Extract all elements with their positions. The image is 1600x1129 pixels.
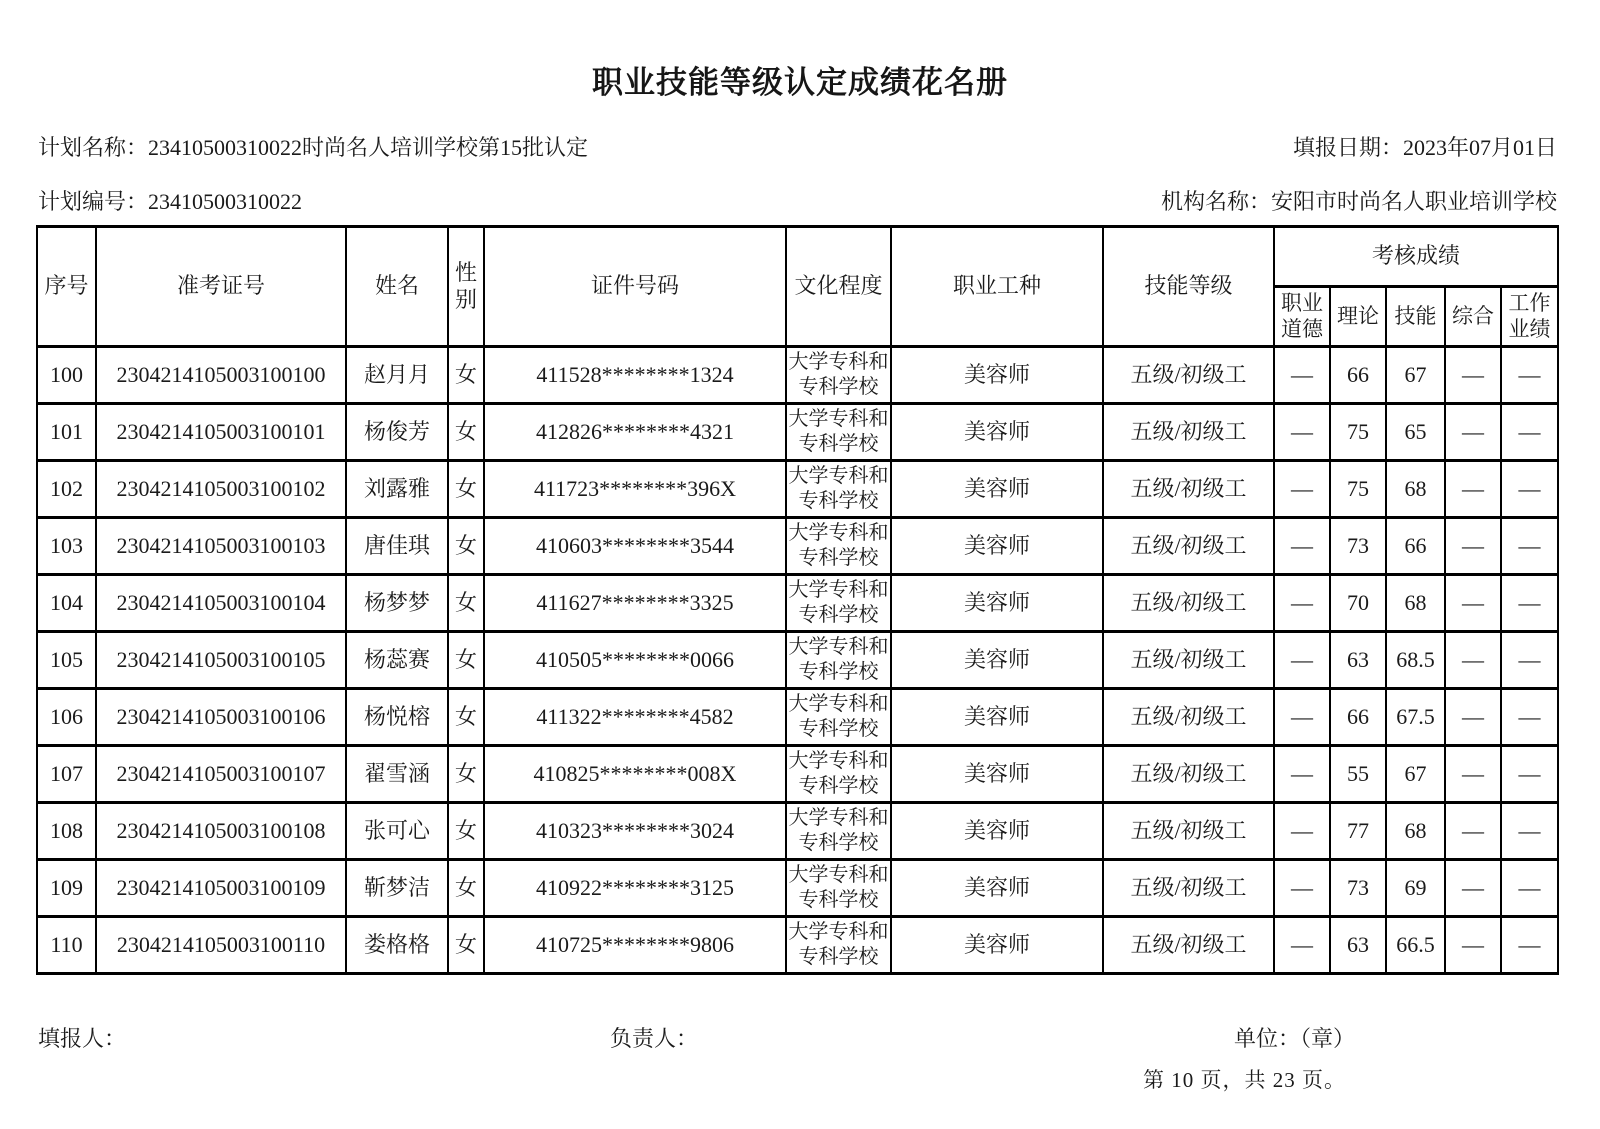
cell-gender: 女 <box>448 461 484 518</box>
cell-score-theory: 55 <box>1330 746 1386 803</box>
cell-exam-no: 2304214105003100102 <box>96 461 346 518</box>
cell-score-theory: 77 <box>1330 803 1386 860</box>
cell-education: 大学专科和专科学校 <box>786 746 891 803</box>
plan-code-label: 计划编号： <box>38 189 149 214</box>
cell-gender: 女 <box>448 404 484 461</box>
cell-exam-no: 2304214105003100101 <box>96 404 346 461</box>
cell-exam-no: 2304214105003100107 <box>96 746 346 803</box>
cell-skill-level: 五级/初级工 <box>1103 632 1274 689</box>
plan-code-value: 23410500310022 <box>148 189 303 214</box>
table-row <box>37 746 1558 803</box>
cell-education: 大学专科和专科学校 <box>786 632 891 689</box>
cell-gender: 女 <box>448 860 484 917</box>
cell-name: 杨悦榕 <box>346 689 448 746</box>
cell-name: 杨梦梦 <box>346 575 448 632</box>
page-number: 第 10 页，共 23 页。 <box>1143 1068 1346 1092</box>
cell-occupation: 美容师 <box>891 575 1103 632</box>
cell-score-work: — <box>1501 917 1558 974</box>
cell-id-no: 410603********3544 <box>484 518 786 575</box>
header-exam-no: 准考证号 <box>96 227 346 347</box>
cell-name: 刘露雅 <box>346 461 448 518</box>
cell-seq: 106 <box>37 689 96 746</box>
cell-score-work: — <box>1501 461 1558 518</box>
cell-score-work: — <box>1501 689 1558 746</box>
cell-skill-level: 五级/初级工 <box>1103 347 1274 404</box>
cell-exam-no: 2304214105003100105 <box>96 632 346 689</box>
table-row <box>37 518 1558 575</box>
cell-score-comprehensive: — <box>1445 461 1501 518</box>
plan-code <box>38 185 302 216</box>
org-name-label: 机构名称： <box>1160 189 1271 214</box>
cell-score-skill: 67 <box>1386 746 1445 803</box>
table-row <box>37 461 1558 518</box>
cell-score-comprehensive: — <box>1445 746 1501 803</box>
cell-score-work: — <box>1501 803 1558 860</box>
cell-score-skill: 68 <box>1386 803 1445 860</box>
report-date <box>1293 131 1557 162</box>
cell-occupation: 美容师 <box>891 632 1103 689</box>
cell-exam-no: 2304214105003100108 <box>96 803 346 860</box>
cell-score-comprehensive: — <box>1445 689 1501 746</box>
plan-name <box>38 131 588 162</box>
meta-row-2 <box>38 185 1557 216</box>
cell-education: 大学专科和专科学校 <box>786 860 891 917</box>
cell-score-comprehensive: — <box>1445 917 1501 974</box>
cell-skill-level: 五级/初级工 <box>1103 803 1274 860</box>
plan-name-value: 23410500310022时尚名人培训学校第15批认定 <box>148 135 589 160</box>
cell-education: 大学专科和专科学校 <box>786 347 891 404</box>
cell-score-theory: 66 <box>1330 347 1386 404</box>
cell-skill-level: 五级/初级工 <box>1103 461 1274 518</box>
cell-score-theory: 73 <box>1330 860 1386 917</box>
header-education: 文化程度 <box>786 227 891 347</box>
cell-score-ethics: — <box>1274 575 1330 632</box>
cell-occupation: 美容师 <box>891 860 1103 917</box>
cell-score-skill: 65 <box>1386 404 1445 461</box>
cell-score-theory: 63 <box>1330 632 1386 689</box>
filler-label: 填报人： <box>38 1026 127 1051</box>
cell-id-no: 410725********9806 <box>484 917 786 974</box>
cell-name: 张可心 <box>346 803 448 860</box>
cell-id-no: 410825********008X <box>484 746 786 803</box>
header-score-work: 工作业绩 <box>1501 287 1558 347</box>
cell-name: 杨俊芳 <box>346 404 448 461</box>
cell-id-no: 411322********4582 <box>484 689 786 746</box>
header-score-theory: 理论 <box>1330 287 1386 347</box>
roster-table-body <box>37 347 1558 974</box>
cell-score-comprehensive: — <box>1445 632 1501 689</box>
cell-gender: 女 <box>448 803 484 860</box>
cell-gender: 女 <box>448 518 484 575</box>
cell-score-ethics: — <box>1274 632 1330 689</box>
header-score-skill: 技能 <box>1386 287 1445 347</box>
cell-occupation: 美容师 <box>891 404 1103 461</box>
cell-seq: 109 <box>37 860 96 917</box>
table-row <box>37 803 1558 860</box>
cell-exam-no: 2304214105003100109 <box>96 860 346 917</box>
manager-label: 负责人： <box>610 1026 699 1051</box>
cell-education: 大学专科和专科学校 <box>786 461 891 518</box>
cell-score-ethics: — <box>1274 860 1330 917</box>
cell-score-theory: 70 <box>1330 575 1386 632</box>
cell-score-ethics: — <box>1274 803 1330 860</box>
cell-skill-level: 五级/初级工 <box>1103 917 1274 974</box>
cell-education: 大学专科和专科学校 <box>786 689 891 746</box>
cell-score-ethics: — <box>1274 518 1330 575</box>
cell-occupation: 美容师 <box>891 689 1103 746</box>
cell-exam-no: 2304214105003100110 <box>96 917 346 974</box>
cell-score-ethics: — <box>1274 746 1330 803</box>
cell-exam-no: 2304214105003100103 <box>96 518 346 575</box>
cell-occupation: 美容师 <box>891 461 1103 518</box>
cell-gender: 女 <box>448 746 484 803</box>
cell-score-work: — <box>1501 404 1558 461</box>
org-name <box>1161 185 1557 216</box>
cell-education: 大学专科和专科学校 <box>786 575 891 632</box>
cell-score-theory: 75 <box>1330 461 1386 518</box>
header-occupation: 职业工种 <box>891 227 1103 347</box>
cell-score-theory: 75 <box>1330 404 1386 461</box>
cell-occupation: 美容师 <box>891 803 1103 860</box>
cell-gender: 女 <box>448 917 484 974</box>
cell-score-work: — <box>1501 347 1558 404</box>
cell-name: 唐佳琪 <box>346 518 448 575</box>
cell-education: 大学专科和专科学校 <box>786 518 891 575</box>
cell-score-skill: 68.5 <box>1386 632 1445 689</box>
page-title: 职业技能等级认定成绩花名册 <box>592 65 1008 100</box>
cell-score-work: — <box>1501 860 1558 917</box>
cell-score-skill: 66 <box>1386 518 1445 575</box>
cell-name: 杨蕊赛 <box>346 632 448 689</box>
cell-score-work: — <box>1501 575 1558 632</box>
header-gender: 性别 <box>448 227 484 347</box>
cell-skill-level: 五级/初级工 <box>1103 689 1274 746</box>
report-date-label: 填报日期： <box>1292 135 1403 160</box>
cell-score-work: — <box>1501 632 1558 689</box>
cell-exam-no: 2304214105003100104 <box>96 575 346 632</box>
cell-score-ethics: — <box>1274 347 1330 404</box>
cell-score-comprehensive: — <box>1445 347 1501 404</box>
cell-score-ethics: — <box>1274 917 1330 974</box>
cell-score-theory: 73 <box>1330 518 1386 575</box>
table-row <box>37 689 1558 746</box>
cell-skill-level: 五级/初级工 <box>1103 746 1274 803</box>
cell-score-comprehensive: — <box>1445 575 1501 632</box>
header-seq: 序号 <box>37 227 96 347</box>
cell-skill-level: 五级/初级工 <box>1103 404 1274 461</box>
header-skill-level: 技能等级 <box>1103 227 1274 347</box>
cell-gender: 女 <box>448 632 484 689</box>
header-scores-group: 考核成绩 <box>1274 227 1558 287</box>
table-row <box>37 347 1558 404</box>
cell-skill-level: 五级/初级工 <box>1103 575 1274 632</box>
cell-name: 翟雪涵 <box>346 746 448 803</box>
cell-education: 大学专科和专科学校 <box>786 917 891 974</box>
cell-seq: 110 <box>37 917 96 974</box>
org-name-value: 安阳市时尚名人职业培训学校 <box>1270 189 1557 214</box>
cell-score-ethics: — <box>1274 461 1330 518</box>
cell-score-ethics: — <box>1274 689 1330 746</box>
cell-exam-no: 2304214105003100106 <box>96 689 346 746</box>
cell-occupation: 美容师 <box>891 518 1103 575</box>
table-row <box>37 632 1558 689</box>
header-id-no: 证件号码 <box>484 227 786 347</box>
table-row <box>37 404 1558 461</box>
plan-name-label: 计划名称： <box>38 135 149 160</box>
cell-occupation: 美容师 <box>891 746 1103 803</box>
cell-score-skill: 66.5 <box>1386 917 1445 974</box>
cell-name: 赵月月 <box>346 347 448 404</box>
cell-score-comprehensive: — <box>1445 860 1501 917</box>
report-date-value: 2023年07月01日 <box>1402 135 1557 160</box>
cell-score-skill: 69 <box>1386 860 1445 917</box>
cell-seq: 107 <box>37 746 96 803</box>
cell-gender: 女 <box>448 575 484 632</box>
cell-id-no: 412826********4321 <box>484 404 786 461</box>
cell-seq: 105 <box>37 632 96 689</box>
cell-seq: 101 <box>37 404 96 461</box>
cell-id-no: 410505********0066 <box>484 632 786 689</box>
cell-score-comprehensive: — <box>1445 518 1501 575</box>
cell-score-skill: 68 <box>1386 461 1445 518</box>
cell-score-skill: 67.5 <box>1386 689 1445 746</box>
cell-skill-level: 五级/初级工 <box>1103 860 1274 917</box>
cell-id-no: 410922********3125 <box>484 860 786 917</box>
cell-score-theory: 63 <box>1330 917 1386 974</box>
cell-name: 靳梦洁 <box>346 860 448 917</box>
cell-name: 娄格格 <box>346 917 448 974</box>
cell-score-theory: 66 <box>1330 689 1386 746</box>
table-row <box>37 917 1558 974</box>
cell-occupation: 美容师 <box>891 917 1103 974</box>
cell-score-skill: 68 <box>1386 575 1445 632</box>
cell-gender: 女 <box>448 689 484 746</box>
cell-id-no: 410323********3024 <box>484 803 786 860</box>
cell-skill-level: 五级/初级工 <box>1103 518 1274 575</box>
cell-seq: 103 <box>37 518 96 575</box>
cell-id-no: 411528********1324 <box>484 347 786 404</box>
roster-table-head <box>37 227 1558 347</box>
cell-seq: 102 <box>37 461 96 518</box>
cell-education: 大学专科和专科学校 <box>786 803 891 860</box>
cell-score-work: — <box>1501 518 1558 575</box>
cell-score-skill: 67 <box>1386 347 1445 404</box>
header-score-ethics: 职业道德 <box>1274 287 1330 347</box>
cell-seq: 104 <box>37 575 96 632</box>
cell-id-no: 411627********3325 <box>484 575 786 632</box>
meta-row-1 <box>38 131 1557 162</box>
cell-id-no: 411723********396X <box>484 461 786 518</box>
cell-gender: 女 <box>448 347 484 404</box>
roster-table <box>36 225 1559 975</box>
cell-seq: 108 <box>37 803 96 860</box>
table-row <box>37 860 1558 917</box>
header-name: 姓名 <box>346 227 448 347</box>
cell-seq: 100 <box>37 347 96 404</box>
header-score-comprehensive: 综合 <box>1445 287 1501 347</box>
cell-occupation: 美容师 <box>891 347 1103 404</box>
unit-seal-label: 单位：（章） <box>1234 1026 1356 1051</box>
cell-score-comprehensive: — <box>1445 803 1501 860</box>
cell-exam-no: 2304214105003100100 <box>96 347 346 404</box>
table-row <box>37 575 1558 632</box>
cell-score-ethics: — <box>1274 404 1330 461</box>
cell-score-work: — <box>1501 746 1558 803</box>
cell-score-comprehensive: — <box>1445 404 1501 461</box>
cell-education: 大学专科和专科学校 <box>786 404 891 461</box>
